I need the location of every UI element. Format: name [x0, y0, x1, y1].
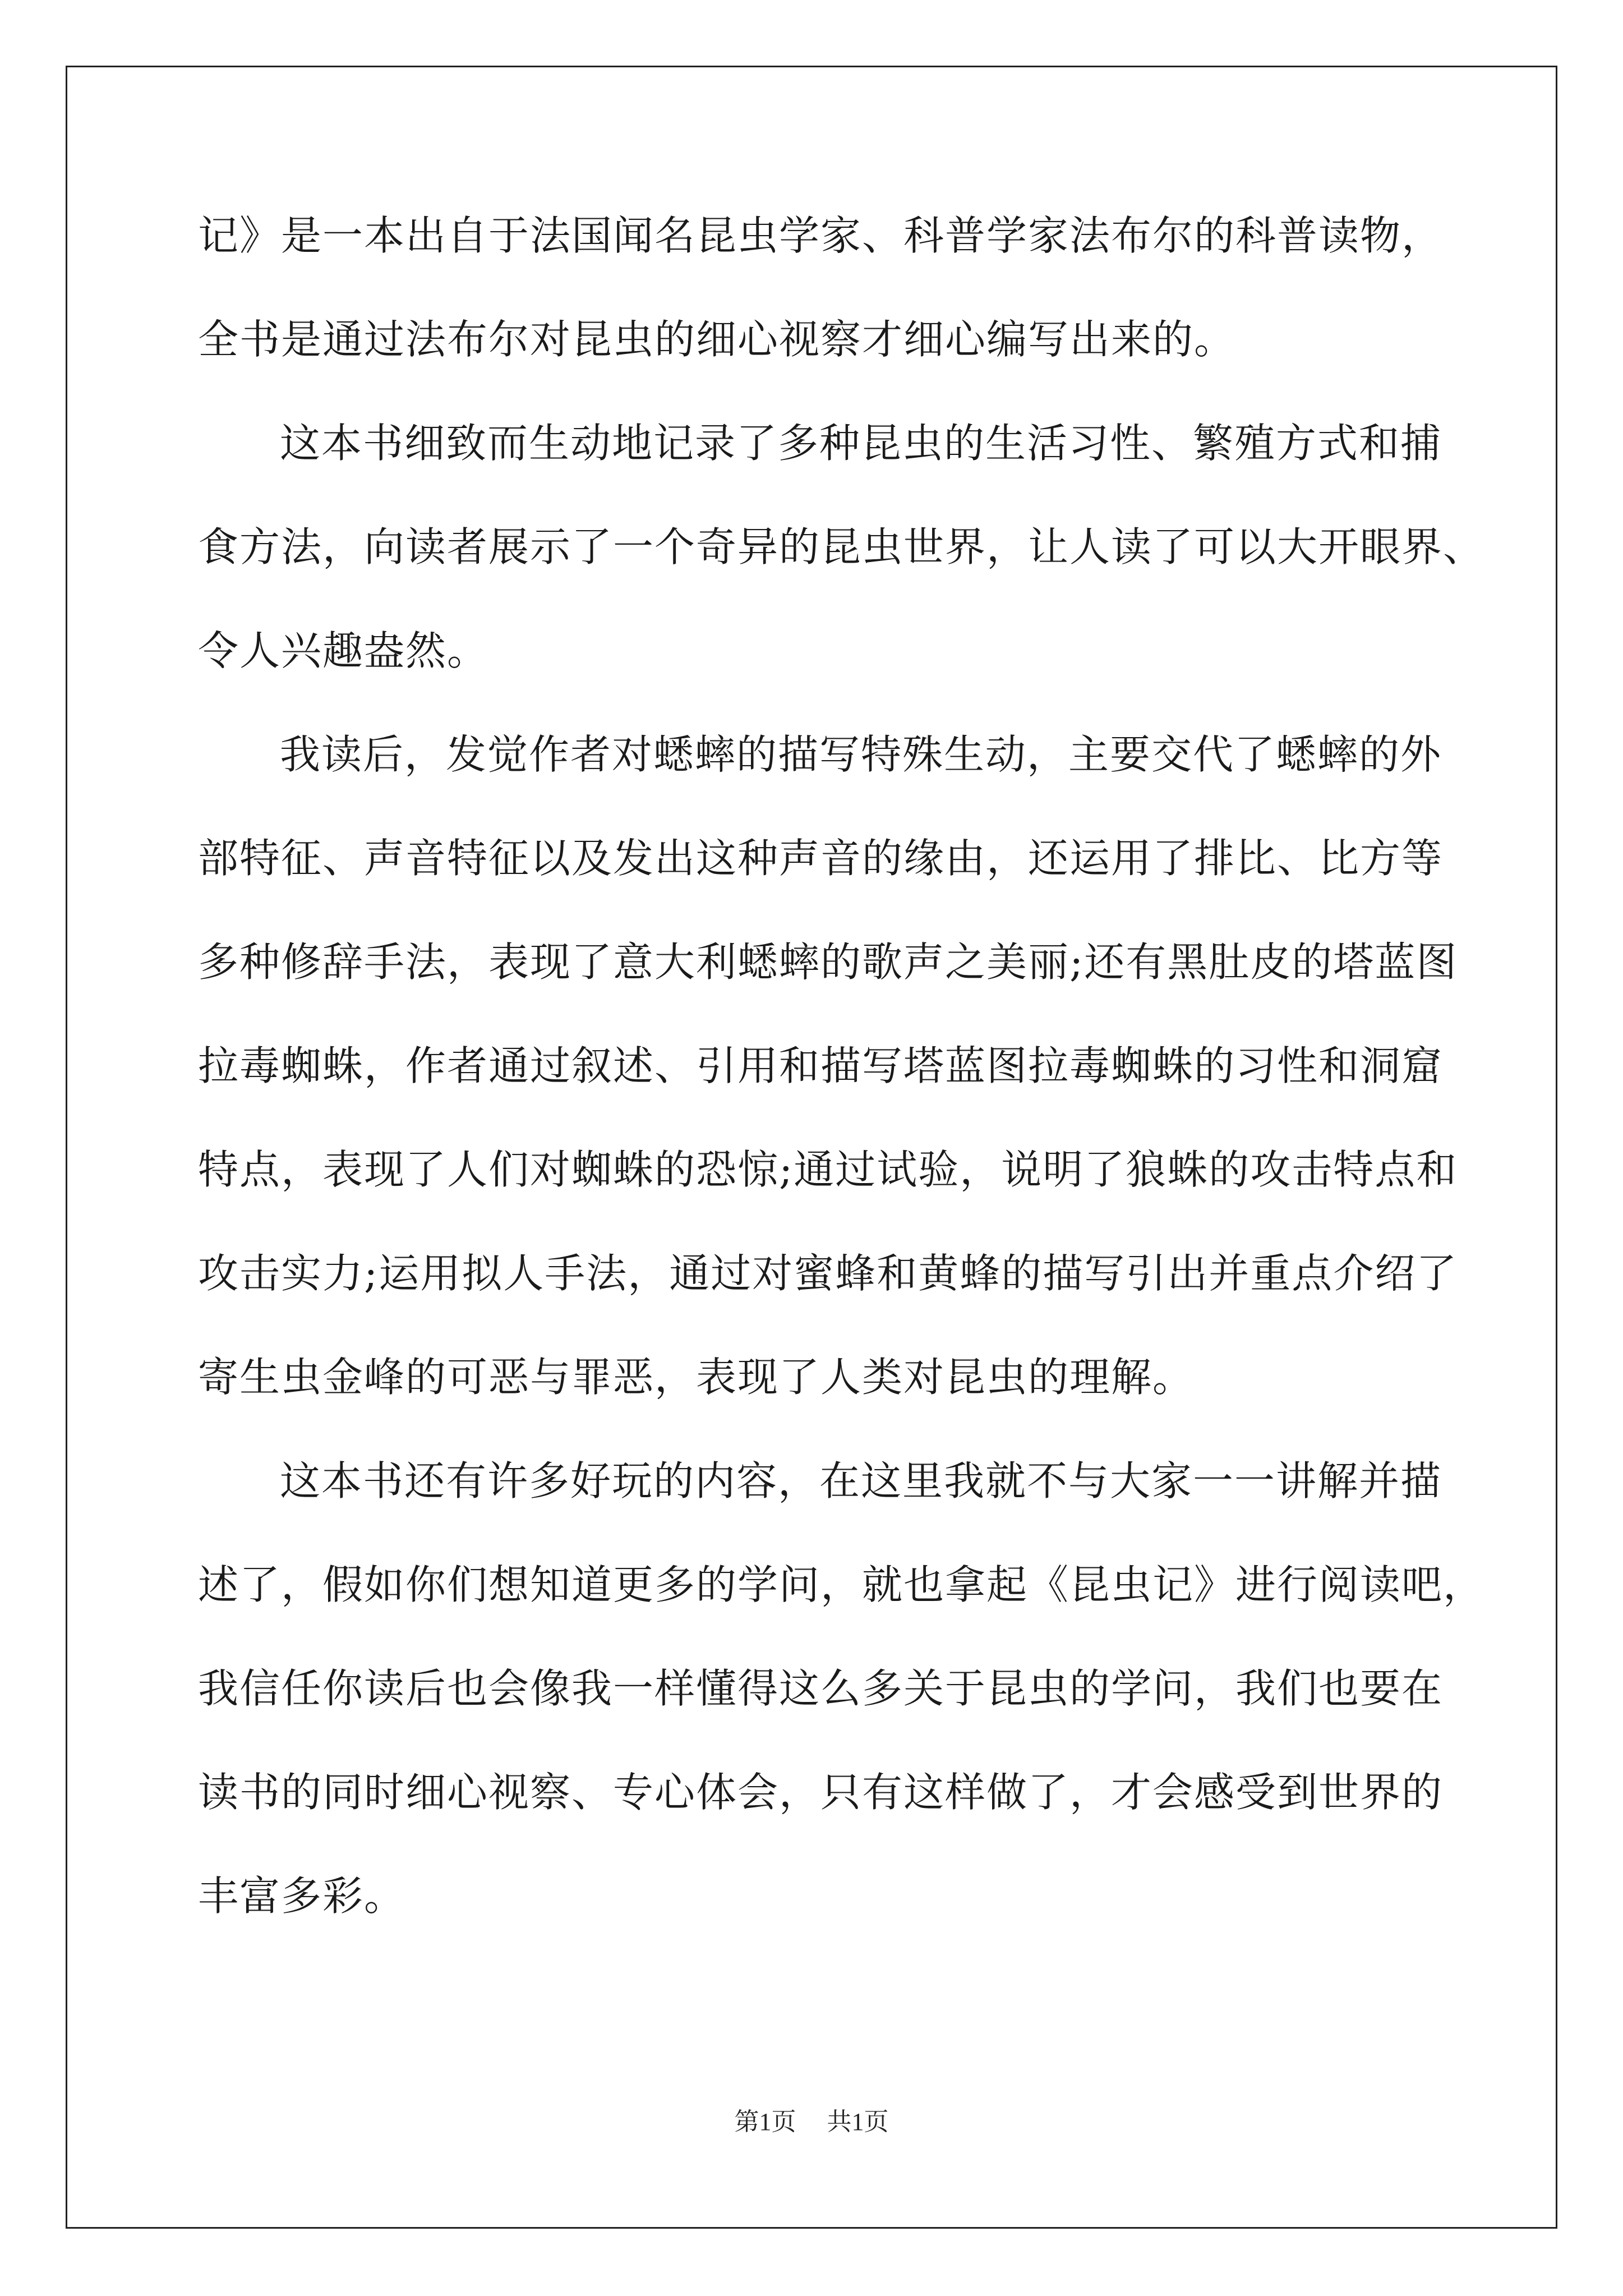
text-line: 我信任你读后也会像我一样懂得这么多关于昆虫的学问，我们也要在: [198, 1665, 1444, 1712]
page-footer: [0, 2108, 1623, 2136]
text-line: 记》是一本出自于法国闻名昆虫学家、科普学家法布尔的科普读物，: [198, 212, 1444, 259]
text-line: 寄生虫金峰的可恶与罪恶，表现了人类对昆虫的理解。: [198, 1354, 1195, 1401]
text-line: 这本书还有许多好玩的内容，在这里我就不与大家一一讲解并描: [280, 1457, 1442, 1504]
text-line: 读书的同时细心视察、专心体会，只有这样做了，才会感受到世界的: [198, 1769, 1444, 1816]
page-total: 共1页: [827, 2108, 889, 2136]
text-line: 特点，表现了人们对蜘蛛的恐惊;通过试验，说明了狼蛛的攻击特点和: [198, 1146, 1458, 1193]
paragraph: [198, 420, 1485, 734]
text-line: 这本书细致而生动地记录了多种昆虫的生活习性、繁殖方式和捕: [280, 420, 1442, 467]
text-line: 全书是通过法布尔对昆虫的细心视察才细心编写出来的。: [198, 316, 1236, 363]
page-number: 第1页: [734, 2108, 796, 2136]
text-line: 食方法，向读者展示了一个奇异的昆虫世界，让人读了可以大开眼界、: [198, 523, 1485, 570]
paragraph: [198, 731, 1458, 1460]
text-line: 多种修辞手法，表现了意大利蟋蟀的歌声之美丽;还有黑肚皮的塔蓝图: [198, 938, 1458, 986]
text-line: 攻击实力;运用拟人手法，通过对蜜蜂和黄蜂的描写引出并重点介绍了: [198, 1250, 1458, 1297]
text-line: 拉毒蜘蛛，作者通过叙述、引用和描写塔蓝图拉毒蜘蛛的习性和洞窟: [198, 1042, 1444, 1089]
text-line: 述了，假如你们想知道更多的学问，就也拿起《昆虫记》进行阅读吧，: [198, 1561, 1485, 1608]
text-line: 部特征、声音特征以及发出这种声音的缘由，还运用了排比、比方等: [198, 835, 1444, 882]
text-line: 我读后，发觉作者对蟋蟀的描写特殊生动，主要交代了蟋蟀的外: [280, 731, 1442, 778]
paragraph: [198, 1457, 1485, 1979]
text-line: 令人兴趣盎然。: [198, 627, 489, 674]
text-line: 丰富多彩。: [198, 1872, 406, 1920]
paragraph: [198, 212, 1444, 422]
document-body: [198, 212, 1485, 1979]
